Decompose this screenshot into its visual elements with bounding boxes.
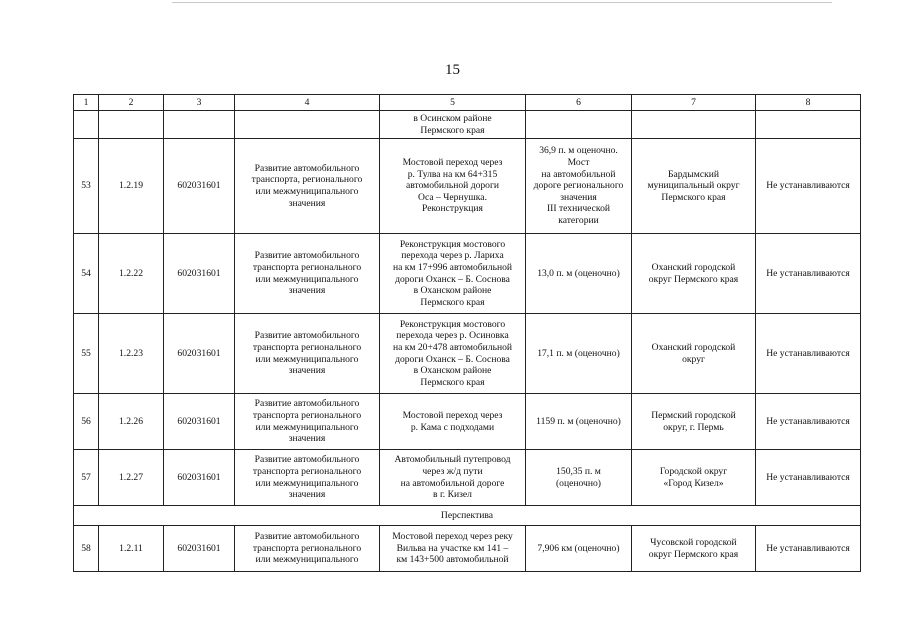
code-cell: 1.2.11 — [99, 526, 164, 572]
zones-cell: Не устанавливаются — [756, 314, 861, 394]
purpose-cell — [235, 450, 380, 506]
header-cell: 4 — [235, 95, 380, 111]
table-row — [74, 526, 861, 572]
zones-cell: Не устанавливаются — [756, 526, 861, 572]
cell-text: Мостовой переход через р. Кама с подходами — [402, 409, 503, 433]
empty-cell — [756, 111, 861, 139]
table-row — [74, 450, 861, 506]
cell-text: 36,9 п. м оценочно. Мост на автомобильной дороге регионального значения III технической категории — [533, 145, 624, 226]
page-number: 15 — [445, 62, 460, 78]
characteristics-cell — [526, 450, 632, 506]
cell-text: Оханский городской округ — [651, 341, 736, 365]
scan-edge-line — [172, 2, 832, 3]
cell-text: Развитие автомобильного транспорта, регионального или межмуниципального значения — [251, 162, 363, 209]
cell-text: 1159 п. м (оценочно) — [536, 415, 621, 427]
header-cell: 7 — [632, 95, 756, 111]
row-number-cell: 53 — [74, 139, 99, 234]
location-cell — [632, 394, 756, 450]
cell-text: Развитие автомобильного транспорта регионального или межмуниципального — [252, 531, 362, 566]
object-description-cell — [380, 111, 526, 139]
cell-text: Реконструкция мостового перехода через р. Лариха на км 17+996 автомобильной дороги Оханск – Б. Соснова в Оханском районе Пермского края — [392, 238, 513, 308]
location-cell — [632, 450, 756, 506]
location-cell — [632, 314, 756, 394]
classifier-cell: 602031601 — [164, 394, 235, 450]
characteristics-cell — [526, 314, 632, 394]
cell-text: Развитие автомобильного транспорта регионального или межмуниципального значения — [252, 454, 362, 501]
purpose-cell — [235, 394, 380, 450]
cell-text: Развитие автомобильного транспорта регионального или межмуниципального значения — [252, 250, 362, 297]
row-number-cell: 58 — [74, 526, 99, 572]
zones-cell: Не устанавливаются — [756, 450, 861, 506]
zones-cell: Не устанавливаются — [756, 139, 861, 234]
classifier-cell: 602031601 — [164, 139, 235, 234]
characteristics-cell — [526, 394, 632, 450]
zones-cell: Не устанавливаются — [756, 234, 861, 314]
code-cell: 1.2.27 — [99, 450, 164, 506]
continuation-row — [74, 111, 861, 139]
empty-cell — [235, 111, 380, 139]
cell-text: Развитие автомобильного транспорта регионального или межмуниципального значения — [252, 330, 362, 377]
table-row — [74, 139, 861, 234]
cell-text: Мостовой переход через р. Тулва на км 64+315 автомобильной дороги Оса – Чернушка. Реконструкция — [402, 157, 503, 215]
location-cell — [632, 526, 756, 572]
row-number-cell: 56 — [74, 394, 99, 450]
column-numbers-row — [74, 95, 861, 111]
empty-cell — [99, 111, 164, 139]
purpose-cell — [235, 234, 380, 314]
row-number-cell: 55 — [74, 314, 99, 394]
characteristics-cell — [526, 139, 632, 234]
location-cell — [632, 234, 756, 314]
table-row — [74, 394, 861, 450]
row-number-cell: 54 — [74, 234, 99, 314]
registry-table — [73, 94, 861, 572]
classifier-cell: 602031601 — [164, 450, 235, 506]
object-description-cell — [380, 139, 526, 234]
section-label: Перспектива — [74, 506, 861, 526]
cell-text: 17,1 п. м (оценочно) — [537, 347, 620, 359]
code-cell: 1.2.22 — [99, 234, 164, 314]
header-cell: 6 — [526, 95, 632, 111]
cell-text: 7,906 км (оценочно) — [537, 542, 620, 554]
cell-text: Мостовой переход через реку Вильва на участке км 141 – км 143+500 автомобильной — [392, 531, 513, 566]
cell-text: Пермский городской округ, г. Пермь — [651, 409, 736, 433]
empty-cell — [632, 111, 756, 139]
section-row — [74, 506, 861, 526]
cell-text: Развитие автомобильного транспорта регионального или межмуниципального значения — [252, 398, 362, 445]
object-description-cell — [380, 450, 526, 506]
classifier-cell: 602031601 — [164, 234, 235, 314]
object-description-cell — [380, 526, 526, 572]
cell-text: Городской округ «Город Кизел» — [659, 465, 728, 489]
cell-text: в Осинском районе Пермского края — [413, 112, 492, 136]
object-description-cell — [380, 234, 526, 314]
classifier-cell: 602031601 — [164, 314, 235, 394]
header-cell: 8 — [756, 95, 861, 111]
location-cell — [632, 139, 756, 234]
object-description-cell — [380, 314, 526, 394]
header-cell: 5 — [380, 95, 526, 111]
empty-cell — [526, 111, 632, 139]
cell-text: 13,0 п. м (оценочно) — [537, 267, 620, 279]
purpose-cell — [235, 314, 380, 394]
header-cell: 3 — [164, 95, 235, 111]
row-number-cell: 57 — [74, 450, 99, 506]
table-row — [74, 234, 861, 314]
code-cell: 1.2.19 — [99, 139, 164, 234]
cell-text: Автомобильный путепровод через ж/д пути на автомобильной дороге в г. Кизел — [394, 454, 511, 501]
purpose-cell — [235, 526, 380, 572]
empty-cell — [164, 111, 235, 139]
header-cell: 1 — [74, 95, 99, 111]
cell-text: Оханский городской округ Пермского края — [648, 261, 739, 285]
characteristics-cell — [526, 526, 632, 572]
cell-text: Реконструкция мостового перехода через р. Осиновка на км 20+478 автомобильной дороги Оханск – Б. Соснова в Оханском районе Пермского края — [392, 318, 513, 388]
cell-text: 150,35 п. м (оценочно) — [555, 465, 602, 489]
object-description-cell — [380, 394, 526, 450]
header-cell: 2 — [99, 95, 164, 111]
code-cell: 1.2.26 — [99, 394, 164, 450]
purpose-cell — [235, 139, 380, 234]
zones-cell: Не устанавливаются — [756, 394, 861, 450]
code-cell: 1.2.23 — [99, 314, 164, 394]
empty-cell — [74, 111, 99, 139]
table-row — [74, 314, 861, 394]
characteristics-cell — [526, 234, 632, 314]
cell-text: Бардымский муниципальный округ Пермского края — [647, 168, 740, 203]
cell-text: Чусовской городской округ Пермского края — [648, 536, 739, 560]
classifier-cell: 602031601 — [164, 526, 235, 572]
